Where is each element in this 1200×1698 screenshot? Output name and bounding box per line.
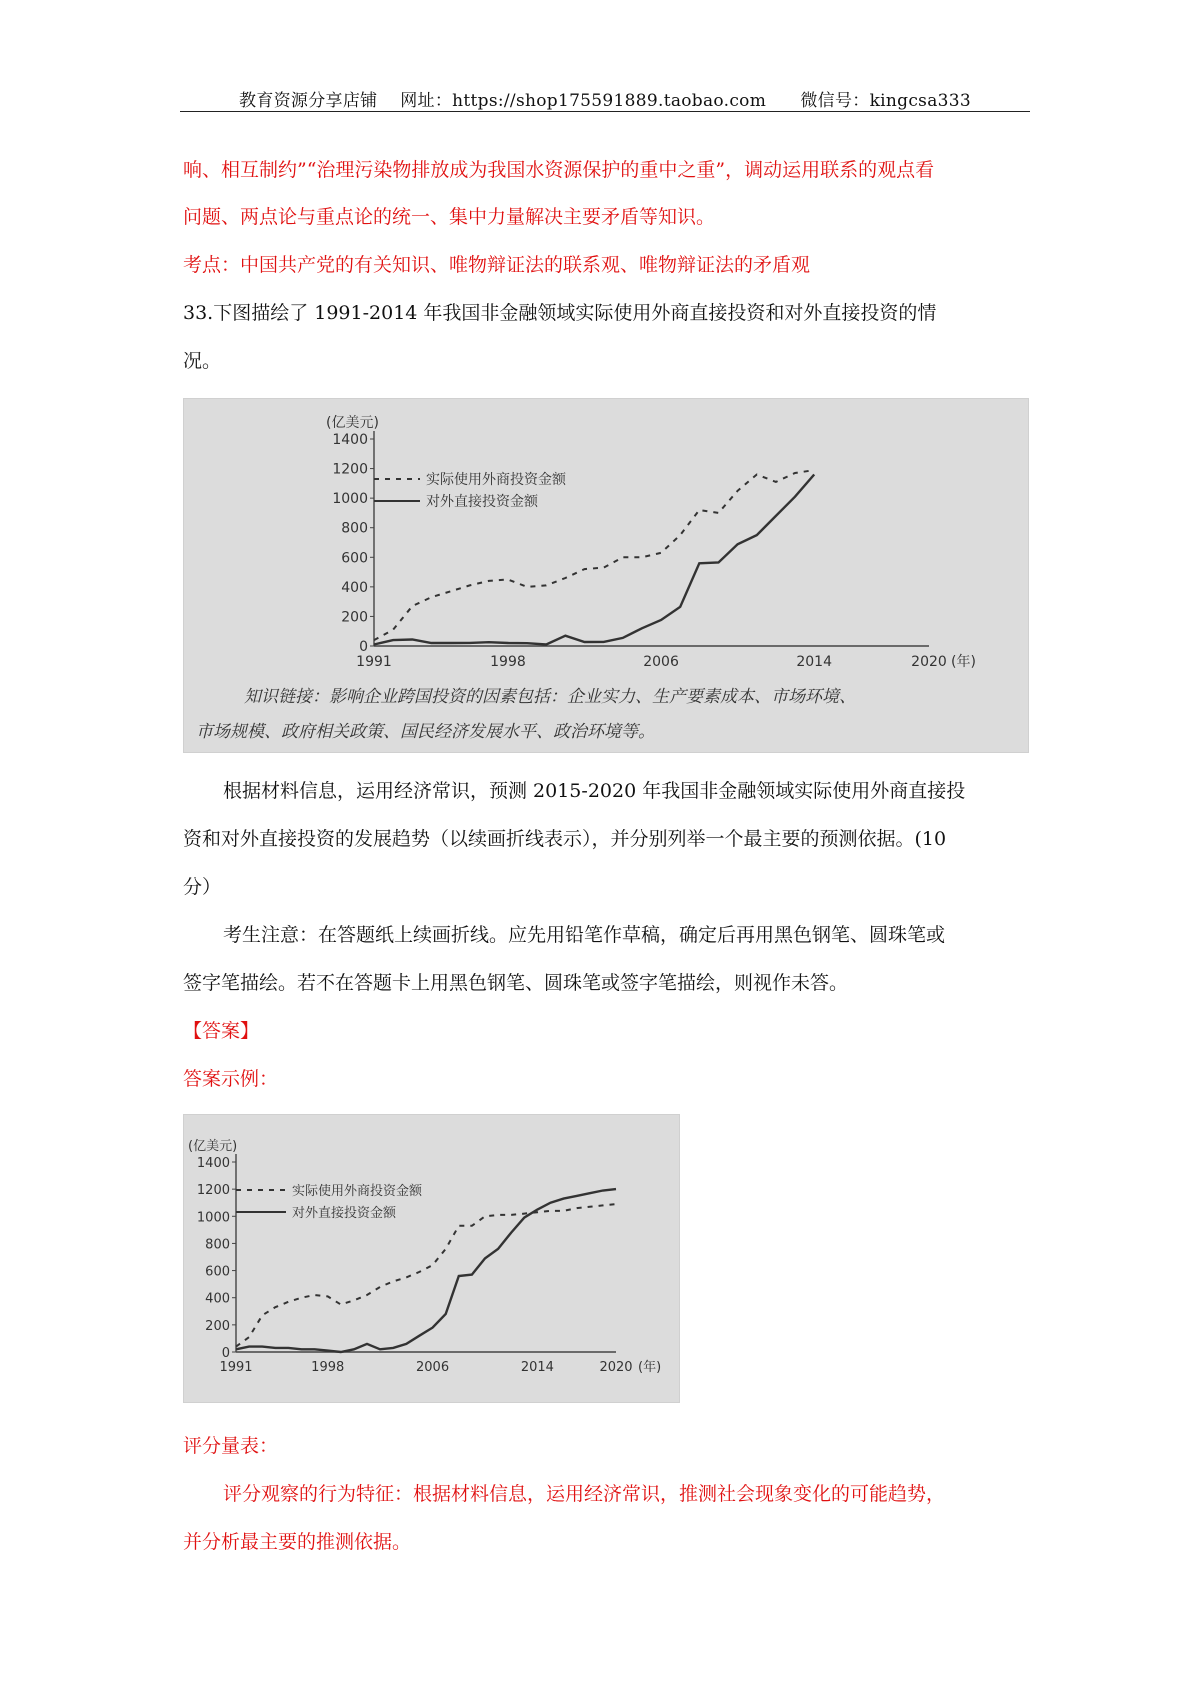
rubric-line-1: 评分观察的行为特征：根据材料信息，运用经济常识，推测社会现象变化的可能趋势， <box>223 1483 946 1505</box>
x-axis-label: (年) <box>638 1360 662 1375</box>
y-tick-label: 1400 <box>332 432 368 448</box>
y-tick-label: 0 <box>359 639 368 655</box>
question-line-2: 况。 <box>183 350 222 372</box>
answer-chart-svg <box>184 1115 679 1402</box>
header-wechat: kingcsa333 <box>869 91 971 111</box>
intro-line-2: 问题、两点论与重点论的统一、集中力量解决主要矛盾等知识。 <box>183 206 716 228</box>
x-tick-label: 2020 <box>911 654 947 670</box>
y-tick-label: 400 <box>205 1291 230 1307</box>
annotation-line-1: 知识链接：影响企业跨国投资的因素包括：企业实力、生产要素成本、市场环境、 <box>244 687 856 707</box>
legend-label: 对外直接投资金额 <box>426 494 538 510</box>
note-line-2: 签字笔描绘。若不在答题卡上用黑色钢笔、圆珠笔或签字笔描绘，则视作未答。 <box>183 972 849 994</box>
x-tick-label: 1991 <box>219 1360 253 1375</box>
page-header <box>180 86 1030 112</box>
y-tick-label: 600 <box>341 550 368 567</box>
y-tick-label: 200 <box>341 609 368 626</box>
series-line-fdi-inflow <box>236 1204 616 1347</box>
y-tick-label: 0 <box>221 1346 230 1361</box>
x-tick-label: 1991 <box>356 654 392 670</box>
x-tick-label: 2020 <box>599 1360 633 1375</box>
answer-example-label: 答案示例： <box>183 1068 279 1090</box>
task-line-3: 分） <box>183 876 222 898</box>
question-chart-svg <box>184 399 1028 752</box>
header-wechat-label: 微信号： <box>800 91 870 111</box>
legend-label: 对外直接投资金额 <box>292 1206 397 1221</box>
x-tick-label: 1998 <box>490 654 526 670</box>
task-line-1: 根据材料信息，运用经济常识，预测 2015-2020 年我国非金融领域实际使用外商直接投 <box>223 780 966 802</box>
header-shop: 教育资源分享店铺 <box>239 91 378 111</box>
y-tick-label: 800 <box>341 520 368 537</box>
y-tick-label: 1000 <box>196 1210 230 1226</box>
x-axis-label: (年) <box>951 654 976 670</box>
legend-label: 实际使用外商投资金额 <box>426 472 566 488</box>
x-tick-label: 2014 <box>520 1360 554 1375</box>
question-line-1: 33.下图描绘了 1991-2014 年我国非金融领域实际使用外商直接投资和对外直接投资的情 <box>183 302 937 324</box>
header-url[interactable]: https://shop175591889.taobao.com <box>452 91 767 111</box>
y-tick-label: 600 <box>205 1264 230 1280</box>
header-url-label: 网址： <box>400 91 453 111</box>
task-line-2: 资和对外直接投资的发展趋势（以续画折线表示），并分别列举一个最主要的预测依据。(10 <box>183 828 947 850</box>
rubric-line-2: 并分析最主要的推测依据。 <box>183 1531 412 1553</box>
intro-line-1: 响、相互制约”“治理污染物排放成为我国水资源保护的重中之重”，调动运用联系的观点看 <box>183 159 935 181</box>
y-tick-label: 1000 <box>332 491 368 508</box>
answer-label: 【答案】 <box>183 1020 260 1042</box>
y-tick-label: 1200 <box>196 1183 230 1199</box>
answer-chart <box>183 1114 680 1403</box>
y-tick-label: 1400 <box>196 1156 230 1171</box>
y-axis-label: (亿美元) <box>326 415 379 431</box>
y-tick-label: 800 <box>205 1237 230 1253</box>
x-tick-label: 2006 <box>643 654 679 670</box>
header-divider <box>180 111 1030 112</box>
legend-label: 实际使用外商投资金额 <box>292 1184 423 1199</box>
y-axis-label: (亿美元) <box>188 1139 238 1154</box>
y-tick-label: 1200 <box>332 461 368 478</box>
y-tick-label: 200 <box>205 1318 230 1334</box>
x-tick-label: 2014 <box>796 654 832 670</box>
question-chart <box>183 398 1029 753</box>
x-tick-label: 1998 <box>311 1360 345 1375</box>
x-tick-label: 2006 <box>416 1360 450 1375</box>
note-line-1: 考生注意：在答题纸上续画折线。应先用铅笔作草稿，确定后再用黑色钢笔、圆珠笔或 <box>223 924 946 946</box>
rubric-label: 评分量表： <box>183 1435 279 1457</box>
y-tick-label: 400 <box>341 579 368 596</box>
kaodian-line: 考点：中国共产党的有关知识、唯物辩证法的联系观、唯物辩证法的矛盾观 <box>183 254 811 276</box>
annotation-line-2: 市场规模、政府相关政策、国民经济发展水平、政治环境等。 <box>196 722 655 742</box>
